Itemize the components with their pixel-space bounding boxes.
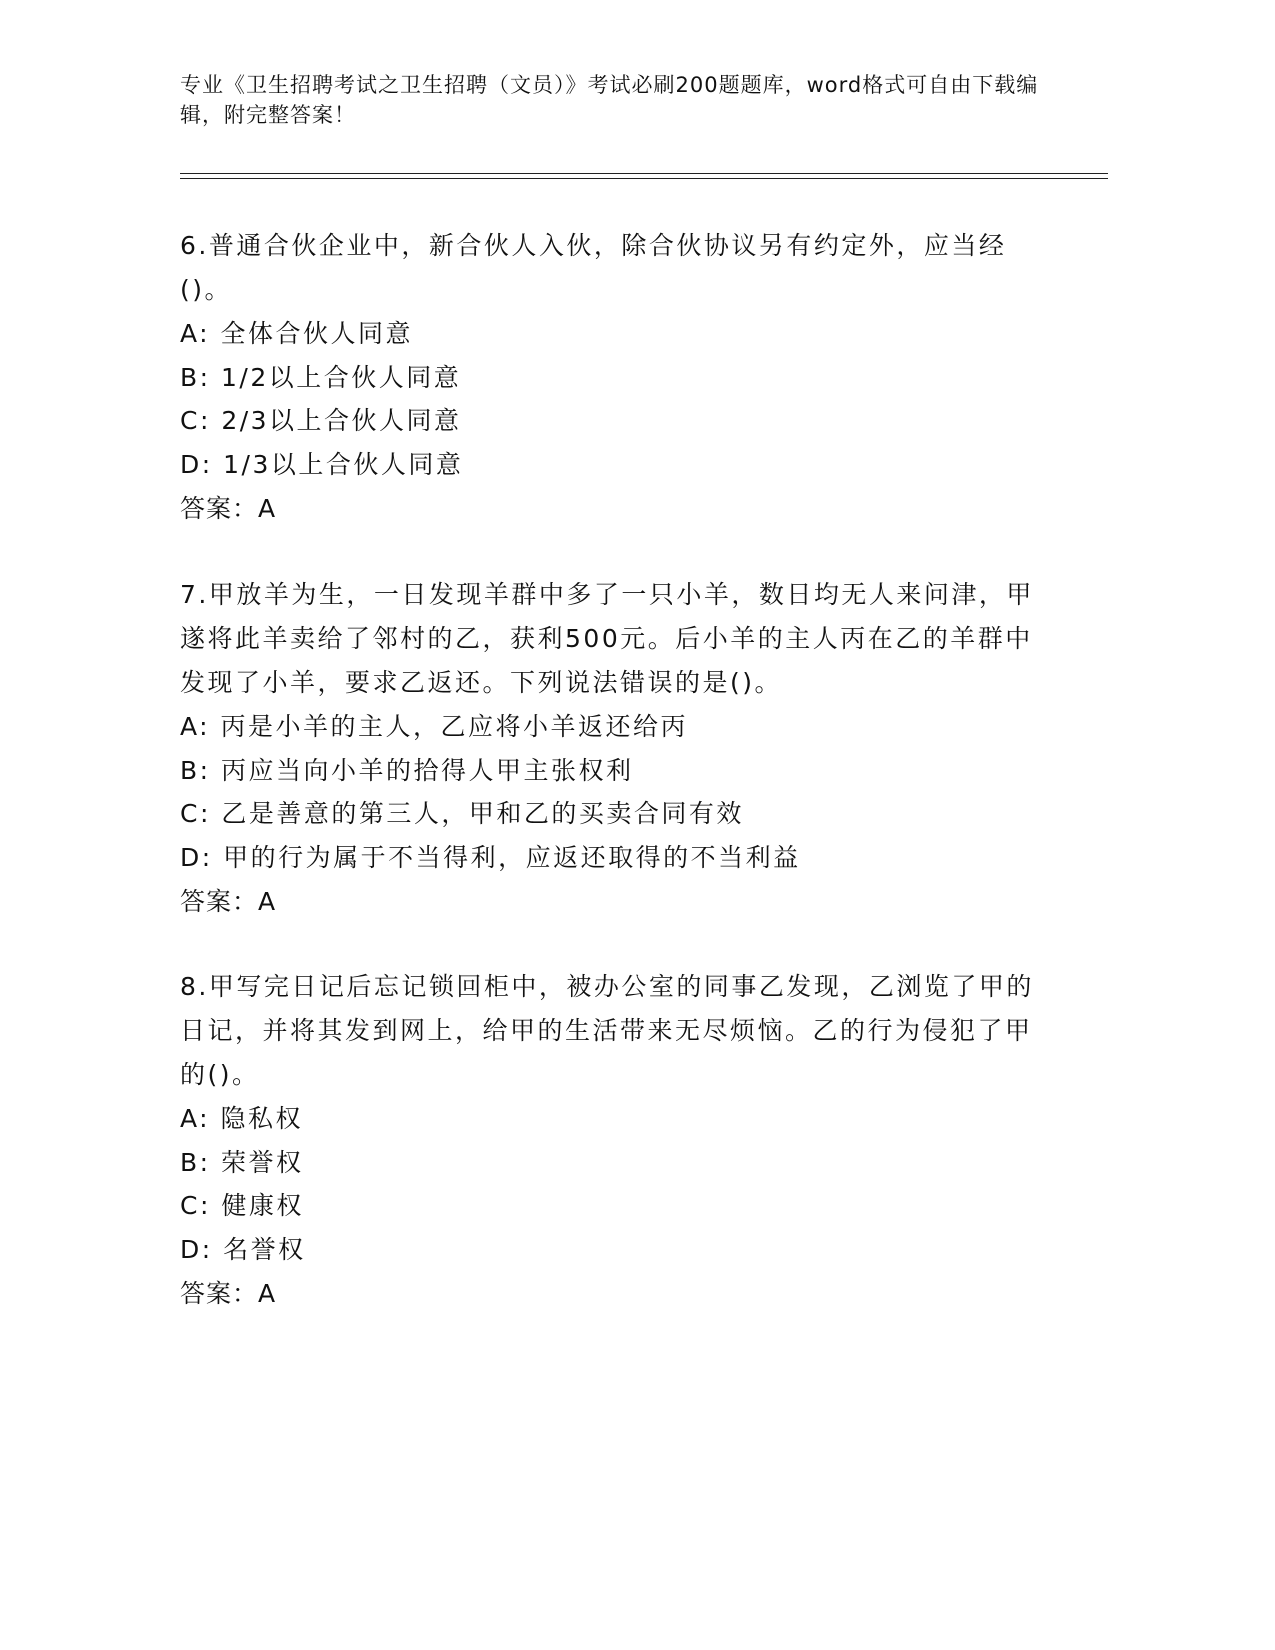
option-c: C: 健康权	[180, 1191, 304, 1220]
question-8	[180, 965, 1040, 1317]
option-d: D: 名誉权	[180, 1234, 306, 1264]
answer-line	[180, 486, 1040, 532]
option-a: A: 隐私权	[180, 1104, 304, 1133]
question-stem: 6.普通合伙企业中，新合伙人入伙，除合伙协议另有约定外，应当经()。	[180, 231, 1007, 304]
option-b: B: 丙应当向小羊的拾得人甲主张权利	[180, 755, 634, 785]
answer-line	[180, 879, 1040, 925]
question-stem: 7.甲放羊为生，一日发现羊群中多了一只小羊，数日均无人来问津，甲遂将此羊卖给了邻村的乙，获利500元。后小羊的主人丙在乙的羊群中发现了小羊，要求乙返还。下列说法错误的是()。	[180, 580, 1034, 697]
answer-line	[180, 1271, 1040, 1317]
document-header: 专业《卫生招聘考试之卫生招聘（文员）》考试必刷200题题库，word格式可自由下载编辑，附完整答案！	[180, 73, 1039, 127]
option-a: A: 全体合伙人同意	[180, 319, 414, 348]
option-d: D: 1/3以上合伙人同意	[180, 449, 464, 479]
option-b: B: 1/2以上合伙人同意	[180, 362, 462, 392]
answer-label: 答案：	[180, 887, 259, 916]
option-d: D: 甲的行为属于不当得利，应返还取得的不当利益	[180, 842, 801, 872]
answer-label: 答案：	[180, 494, 259, 523]
option-c: C: 2/3以上合伙人同意	[180, 406, 462, 435]
answer-label: 答案：	[180, 1279, 259, 1308]
answer-value: A	[258, 494, 277, 523]
header-divider-bottom	[180, 178, 1108, 179]
option-b: B: 荣誉权	[180, 1147, 304, 1177]
option-a: A: 丙是小羊的主人，乙应将小羊返还给丙	[180, 712, 689, 741]
answer-value: A	[258, 1279, 277, 1308]
option-c: C: 乙是善意的第三人，甲和乙的买卖合同有效	[180, 799, 744, 828]
answer-value: A	[258, 887, 277, 916]
header-divider-top	[180, 173, 1108, 174]
question-7	[180, 573, 1040, 925]
question-6	[180, 224, 1040, 532]
question-stem: 8.甲写完日记后忘记锁回柜中，被办公室的同事乙发现，乙浏览了甲的日记，并将其发到网上，给甲的生活带来无尽烦恼。乙的行为侵犯了甲的()。	[180, 972, 1034, 1089]
